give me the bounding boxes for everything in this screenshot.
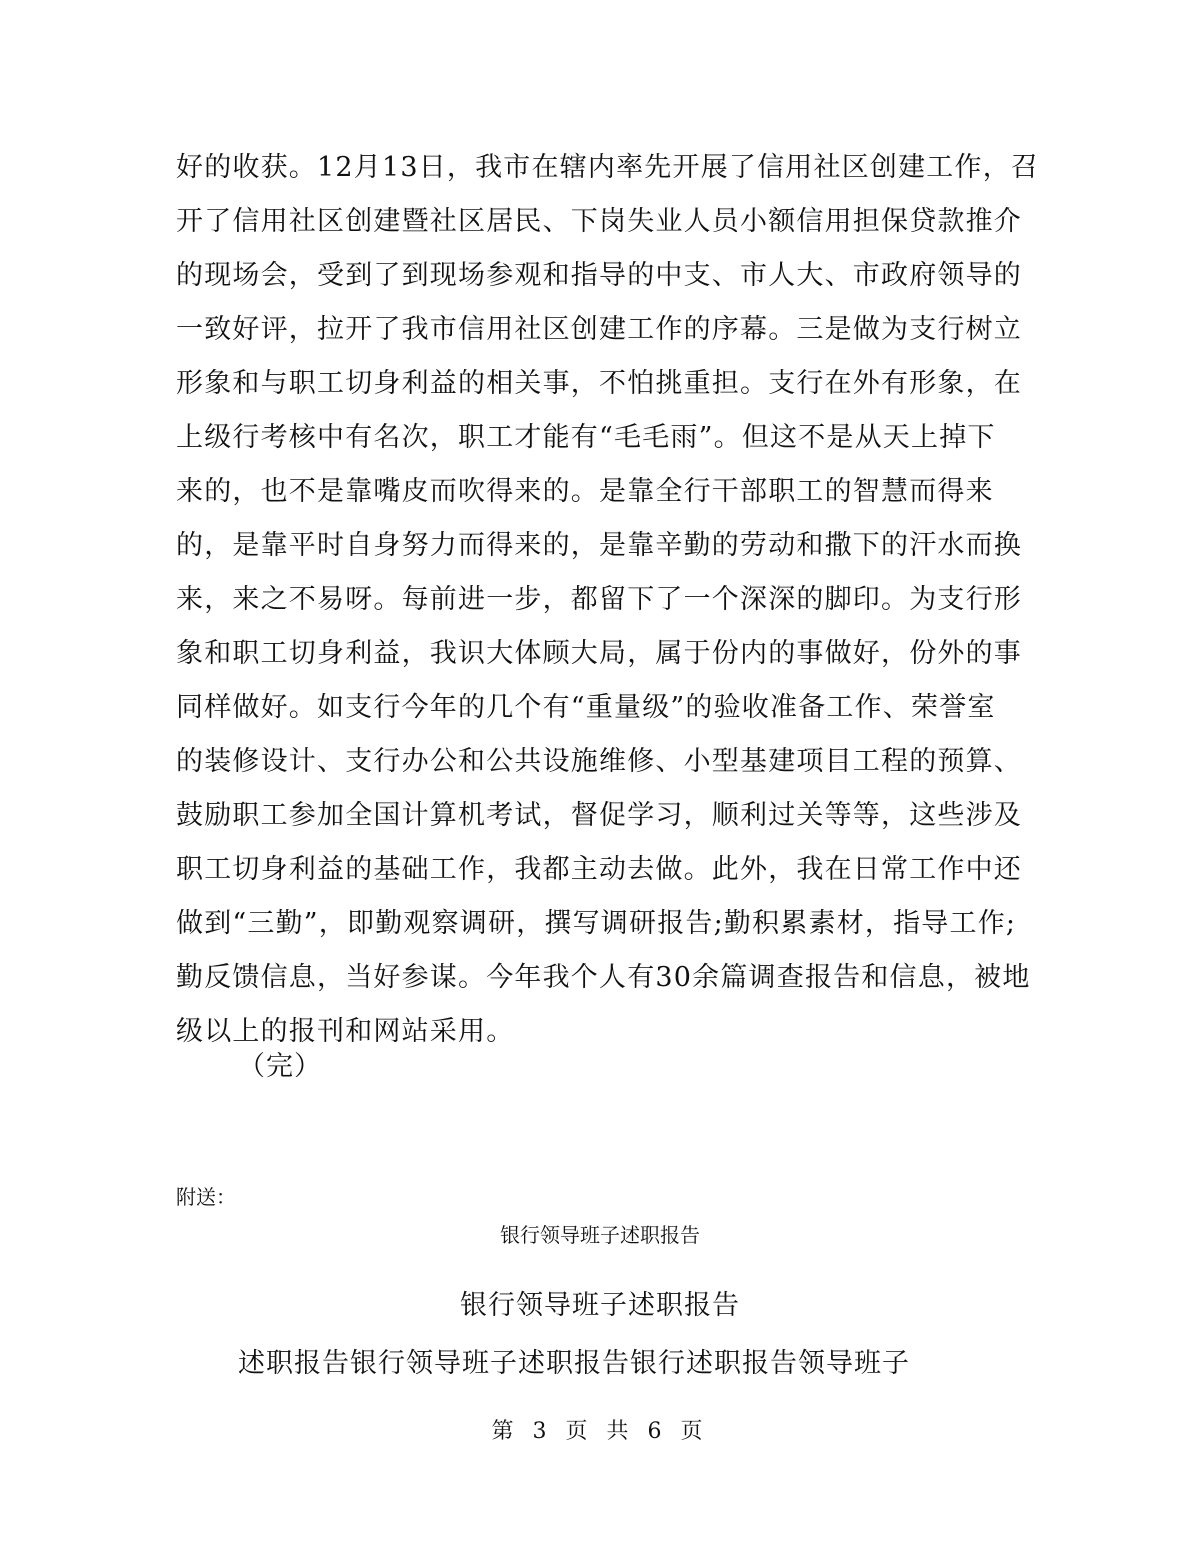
body-line: 的现场会，受到了到现场参观和指导的中支、市人大、市政府领导的 bbox=[176, 260, 1022, 291]
body-line: 的，是靠平时自身努力而得来的，是靠辛勤的劳动和撒下的汗水而换 bbox=[176, 530, 1022, 561]
body-line: 勤反馈信息，当好参谋。今年我个人有30余篇调查报告和信息，被地 bbox=[176, 962, 1031, 993]
body-line: 做到“三勤”，即勤观察调研，撰写调研报告;勤积累素材，指导工作; bbox=[176, 908, 1017, 939]
appendix-keywords: 述职报告银行领导班子述职报告银行述职报告领导班子 bbox=[238, 1348, 910, 1379]
end-mark: （完） bbox=[238, 1051, 322, 1082]
body-line: 一致好评，拉开了我市信用社区创建工作的序幕。三是做为支行树立 bbox=[176, 314, 1022, 345]
body-line: 职工切身利益的基础工作，我都主动去做。此外，我在日常工作中还 bbox=[176, 854, 1022, 885]
body-line: 好的收获。12月13日，我市在辖内率先开展了信用社区创建工作，召 bbox=[176, 152, 1040, 183]
body-line: 开了信用社区创建暨社区居民、下岗失业人员小额信用担保贷款推介 bbox=[176, 206, 1022, 237]
body-line: 的装修设计、支行办公和公共设施维修、小型基建项目工程的预算、 bbox=[176, 746, 1022, 777]
body-line: 形象和与职工切身利益的相关事，不怕挑重担。支行在外有形象，在 bbox=[176, 368, 1022, 399]
body-line: 鼓励职工参加全国计算机考试，督促学习，顺利过关等等，这些涉及 bbox=[176, 800, 1022, 831]
page-number: 第 3 页 共 6 页 bbox=[491, 1419, 709, 1444]
body-line: 来的，也不是靠嘴皮而吹得来的。是靠全行干部职工的智慧而得来 bbox=[176, 476, 994, 507]
appendix-title: 银行领导班子述职报告 bbox=[460, 1290, 740, 1321]
body-line: 来，来之不易呀。每前进一步，都留下了一个深深的脚印。为支行形 bbox=[176, 584, 1022, 615]
body-line: 级以上的报刊和网站采用。 bbox=[176, 1016, 515, 1047]
body-text bbox=[176, 141, 1040, 1059]
appendix-title-small: 银行领导班子述职报告 bbox=[500, 1223, 700, 1247]
body-line: 象和职工切身利益，我识大体顾大局，属于份内的事做好，份外的事 bbox=[176, 638, 1022, 669]
body-line: 同样做好。如支行今年的几个有“重量级”的验收准备工作、荣誉室 bbox=[176, 692, 996, 723]
appendix-label: 附送： bbox=[176, 1185, 236, 1209]
body-line: 上级行考核中有名次，职工才能有“毛毛雨”。但这不是从天上掉下 bbox=[176, 422, 996, 453]
